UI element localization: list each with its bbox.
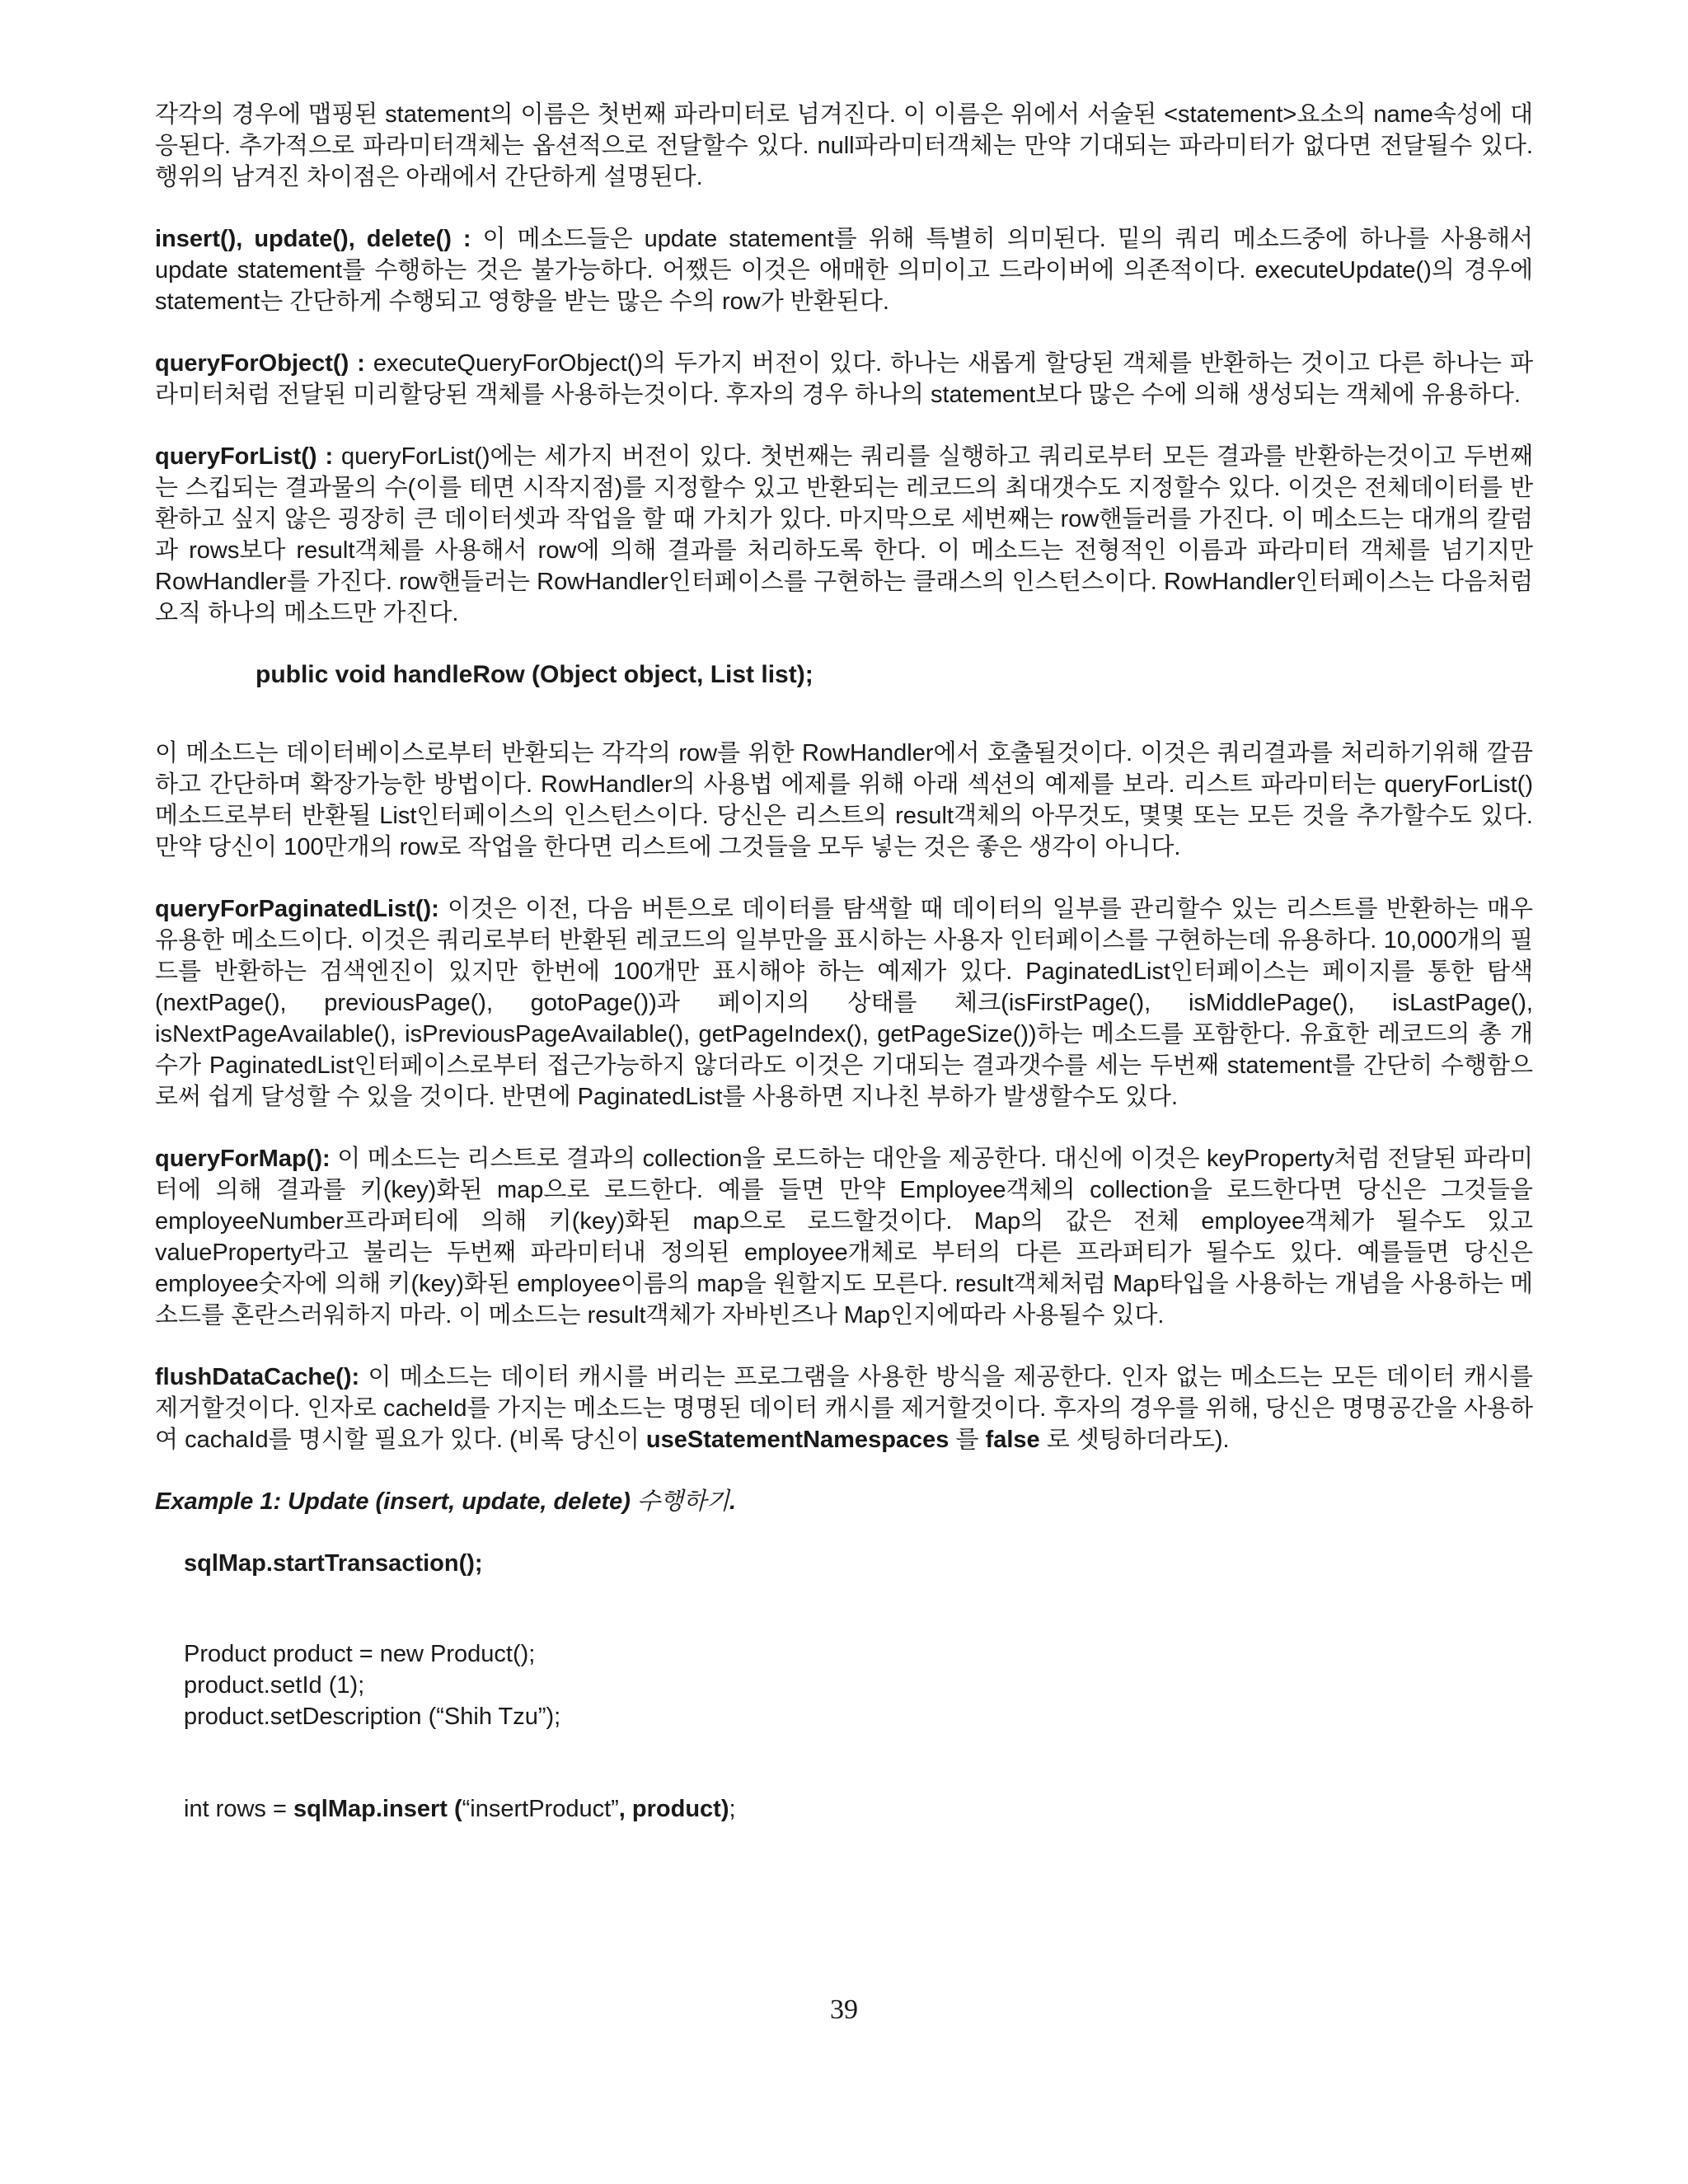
code-line: product.setDescription (“Shih Tzu”); xyxy=(184,1704,561,1730)
page-number: 39 xyxy=(830,1994,858,2025)
code-token: “insertProduct” xyxy=(462,1796,619,1822)
code-line xyxy=(184,1793,1533,1825)
section-text: 이 메소드들은 update statement를 위해 특별히 의미된다. 밑의 쿼리 메소드중에 하나를 사용해서 update statement를 수행하는 것은 불가능하다. 어쨌든 이것은 애매한 의미이고 드라이버에 의존적이다. executeUpdate()의 경우에 statement는 간단하게 수행되고 영향을 받는 많은 수의 row가 반환된다. xyxy=(155,226,1534,315)
section-term: insert(), update(), delete() : xyxy=(155,226,471,252)
example-title-dot: . xyxy=(729,1488,737,1515)
section-text: 이 메소드는 리스트로 결과의 collection을 로드하는 대안을 제공한다. 대신에 이것은 keyProperty처럼 전달된 파라미터에 의해 결과를 키(key)화된 map으로 로드한다. 예를 들면 만약 Employee객체의 collection을 로드한다면 당신은 그것들을 employeeNumber프라퍼티에 의해 키(key)화된 map으로 로드할것이다. Map의 값은 전체 employee객체가 될수도 있고 valueProperty라고 불리는 두번째 파라미터내 정의된 employee개체로 부터의 다른 프라퍼티가 될수도 있다. 예를들면 당신은 employee숫자에 의해 키(key)화된 employee이름의 map을 원할지도 모른다. result객체처럼 Map타입을 사용하는 개념을 사용하는 메소드를 혼란스러워하지 마라. 이 메소드는 result객체가 자바빈즈나 Map인지에따라 사용될수 있다. xyxy=(155,1146,1533,1329)
section-text: executeQueryForObject()의 두가지 버전이 있다. 하나는 새롭게 할당된 객체를 반환하는 것이고 다른 하나는 파라미터처럼 전달된 미리할당된 객체를 사용하는것이다. 후자의 경우 하나의 statement보다 많은 수에 의해 생성되는 객체에 유용하다. xyxy=(155,350,1533,408)
intro-paragraph: 각각의 경우에 맵핑된 statement의 이름은 첫번째 파라미터로 넘겨진다. 이 이름은 위에서 서술된 <statement>요소의 name속성에 대응된다. 추가적으로 파라미터객체는 옵션적으로 전달할수 있다. null파라미터객체는 만약 기대되는 파라미터가 없다면 전달될수 있다. 행위의 남겨진 차이점은 아래에서 간단하게 설명된다. xyxy=(155,101,1533,190)
section-text: 로 셋팅하더라도). xyxy=(1039,1427,1230,1453)
example-title: Example 1: Update (insert, update, delete) xyxy=(155,1488,631,1515)
flush-data-cache-section xyxy=(155,1361,1533,1455)
section-text: 를 xyxy=(949,1427,986,1453)
query-for-paginated-list-section xyxy=(155,893,1533,1113)
code-line: sqlMap.startTransaction(); xyxy=(184,1550,483,1577)
code-token: int rows = xyxy=(184,1796,293,1822)
method-signature: public void handleRow (Object object, List list); xyxy=(256,661,814,688)
section-term: queryForObject() : xyxy=(155,350,365,377)
section-term: flushDataCache(): xyxy=(155,1364,360,1390)
section-text: 이것은 이전, 다음 버튼으로 데이터를 탐색할 때 데이터의 일부를 관리할수 있는 리스트를 반환하는 매우 유용한 메소드이다. 이것은 쿼리로부터 반환된 레코드의 일부만을 표시하는 사용자 인터페이스를 구현하는데 유용하다. 10,000개의 필드를 반환하는 검색엔진이 있지만 한번에 100개만 표시해야 하는 예제가 있다. PaginatedList인터페이스는 페이지를 통한 탐색(nextPage(), previousPage(), gotoPage())과 페이지의 상태를 체크(isFirstPage(), isMiddlePage(), isLastPage(), isNextPageAvailable(), isPreviousPageAvailable(), getPageIndex(), getPageSize())하는 메소드를 포함한다. 유효한 레코드의 총 개수가 PaginatedList인터페이스로부터 접근가능하지 않더라도 이것은 기대되는 결과갯수를 세는 두번째 statement를 간단히 수행함으로써 쉽게 달성할 수 있을 것이다. 반면에 PaginatedList를 사용하면 지나친 부하가 발생할수도 있다. xyxy=(155,896,1533,1110)
example-heading xyxy=(155,1486,1533,1517)
section-term: queryForList() : xyxy=(155,443,334,470)
code-token: ; xyxy=(729,1796,736,1822)
section-bold-term: false xyxy=(985,1427,1040,1453)
section-term: queryForPaginatedList(): xyxy=(155,896,439,922)
query-for-object-section xyxy=(155,348,1533,410)
code-token: sqlMap.insert ( xyxy=(293,1796,462,1822)
query-for-map-section xyxy=(155,1143,1533,1331)
section-bold-term: useStatementNamespaces xyxy=(645,1427,950,1453)
code-spacer xyxy=(184,1579,1533,1638)
query-for-list-section xyxy=(155,441,1533,629)
section-term: queryForMap(): xyxy=(155,1146,331,1172)
row-handler-paragraph: 이 메소드는 데이터베이스로부터 반환되는 각각의 row를 위한 RowHandler에서 호출될것이다. 이것은 쿼리결과를 처리하기위해 깔끔하고 간단하며 확장가능한 방법이다. RowHandler의 사용법 에제를 위해 아래 섹션의 예제를 보라. 리스트 파라미터는 queryForList()메소드로부터 반환될 List인터페이스의 인스턴스이다. 당신은 리스트의 result객체의 아무것도, 몇몇 또는 모든 것을 추가할수도 있다. 만약 당신이 100만개의 row로 작업을 한다면 리스트에 그것들을 모두 넣는 것은 좋은 생각이 아니다. xyxy=(155,740,1533,860)
code-line: product.setId (1); xyxy=(184,1672,365,1699)
example-title-korean: 수행하기 xyxy=(630,1488,730,1515)
code-line: Product product = new Product(); xyxy=(184,1641,536,1667)
insert-update-delete-section xyxy=(155,223,1533,317)
page-body xyxy=(155,99,1533,1825)
code-spacer xyxy=(184,1732,1533,1793)
section-text: queryForList()에는 세가지 버전이 있다. 첫번째는 쿼리를 실행하고 쿼리로부터 모든 결과를 반환하는것이고 두번째는 스킵되는 결과물의 수(이를 테면 시작지점)를 지정할수 있고 반환되는 레코드의 최대갯수도 지정할수 있다. 이것은 전체데이터를 반환하고 싶지 않은 굉장히 큰 데이터셋과 작업을 할 때 가치가 있다. 마지막으로 세번째는 row핸들러를 가진다. 이 메소드는 대개의 칼럼과 rows보다 result객체를 사용해서 row에 의해 결과를 처리하도록 한다. 이 메소드는 전형적인 이름과 파라미터 객체를 넘기지만 RowHandler를 가진다. row핸들러는 RowHandler인터페이스를 구현하는 클래스의 인스턴스이다. RowHandler인터페이스는 다음처럼 오직 하나의 메소드만 가진다. xyxy=(155,443,1533,626)
section-text: 이 메소드는 데이터 캐시를 버리는 프로그램을 사용한 방식을 제공한다. 인자 없는 메소드는 모든 데이터 캐시를 제거할것이다. 인자로 cacheId를 가지는 메소드는 명명된 데이터 캐시를 제거할것이다. 후자의 경우를 위해, 당신은 명명공간을 사용하여 cachaId를 명시할 필요가 있다. (비록 당신이 xyxy=(155,1364,1533,1453)
code-sample xyxy=(184,1548,1533,1825)
code-token: , product) xyxy=(618,1796,729,1822)
